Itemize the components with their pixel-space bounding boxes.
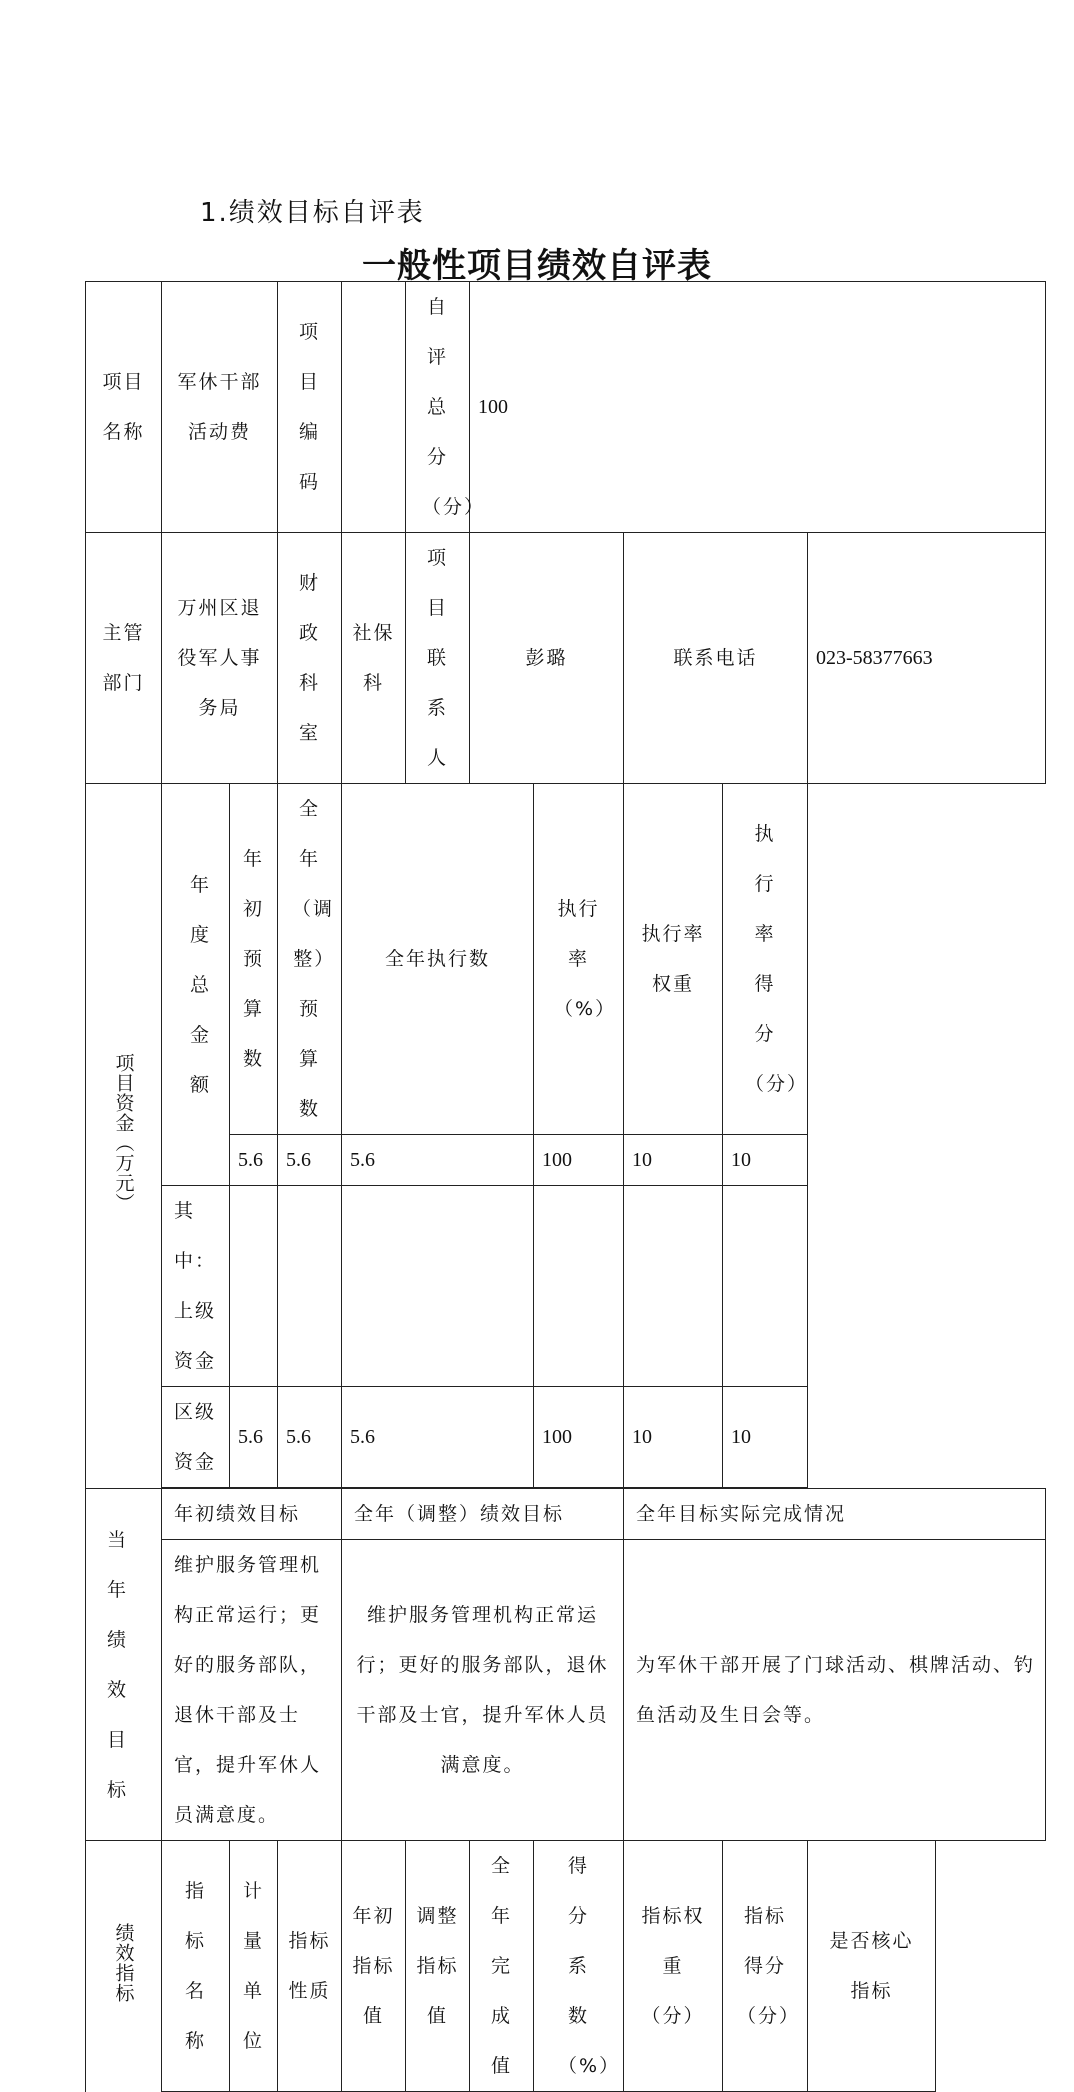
goals-header-row — [86, 1489, 1046, 1540]
project-code-value — [342, 282, 406, 533]
total-executed: 5.6 — [342, 1135, 534, 1186]
district-exec-score: 10 — [723, 1387, 808, 1488]
upper-adjusted-budget — [278, 1186, 342, 1387]
ind-header-unit: 计量单位 — [230, 1841, 278, 2092]
project-name-value: 军休干部活动费 — [162, 282, 278, 533]
ind-header-score-coefficient: 得分系数（%） — [534, 1841, 624, 2092]
department-row — [86, 533, 1046, 784]
project-name-label: 项目名称 — [86, 282, 162, 533]
project-info-row — [86, 282, 1046, 533]
upper-executed — [342, 1186, 534, 1387]
district-funds-label: 区级资金 — [162, 1387, 230, 1488]
goals-header-actual: 全年目标实际完成情况 — [624, 1489, 1046, 1540]
score-total-label: 自评总分（分） — [406, 282, 470, 533]
score-total-value: 100 — [470, 282, 1046, 533]
district-initial-budget: 5.6 — [230, 1387, 278, 1488]
total-exec-rate: 100 — [534, 1135, 624, 1186]
total-adjusted-budget: 5.6 — [278, 1135, 342, 1186]
upper-exec-weight — [624, 1186, 723, 1387]
phone-value: 023-58377663 — [808, 533, 1046, 784]
total-exec-weight: 10 — [624, 1135, 723, 1186]
section-heading: 1.绩效目标自评表 — [200, 198, 425, 228]
district-exec-rate: 100 — [534, 1387, 624, 1488]
ind-header-weight: 指标权重（分） — [624, 1841, 723, 2092]
ind-header-score: 指标得分（分） — [723, 1841, 808, 2092]
total-exec-score: 10 — [723, 1135, 808, 1186]
upper-exec-score — [723, 1186, 808, 1387]
ind-header-nature: 指标性质 — [278, 1841, 342, 2092]
goals-content-row — [86, 1540, 1046, 1841]
ind-header-name: 指标名称 — [162, 1841, 230, 2092]
indicators-header-row — [86, 1841, 1046, 2092]
goals-header-initial: 年初绩效目标 — [162, 1489, 342, 1540]
funds-header-adjusted-budget: 全年（调整）预算数 — [278, 784, 342, 1135]
goals-header-adjusted: 全年（调整）绩效目标 — [342, 1489, 624, 1540]
dept-value: 万州区退役军人事务局 — [162, 533, 278, 784]
funds-header-exec-rate: 执行率（%） — [534, 784, 624, 1135]
goals-actual-text: 为军休干部开展了门球活动、棋牌活动、钓鱼活动及生日会等。 — [624, 1540, 1046, 1841]
funds-header-executed: 全年执行数 — [342, 784, 534, 1135]
upper-initial-budget — [230, 1186, 278, 1387]
ind-header-core: 是否核心指标 — [808, 1841, 936, 2092]
goals-adjusted-text: 维护服务管理机构正常运行；更好的服务部队，退休干部及士官，提升军休人员满意度。 — [342, 1540, 624, 1841]
contact-label: 项目联系人 — [406, 533, 470, 784]
phone-label: 联系电话 — [624, 533, 808, 784]
funds-header-annual-total: 年度总金额 — [162, 784, 230, 1186]
goals-side-label: 当年绩效目标 — [86, 1489, 162, 1841]
finance-office-value: 社保科 — [342, 533, 406, 784]
indicators-side-label: 绩效指标 — [86, 1841, 162, 2092]
funds-total-row — [86, 1135, 1046, 1186]
funds-header-initial-budget: 年初预算数 — [230, 784, 278, 1135]
funds-header-exec-score: 执行率得分（分） — [723, 784, 808, 1135]
funds-header-exec-weight: 执行率权重 — [624, 784, 723, 1135]
district-executed: 5.6 — [342, 1387, 534, 1488]
goals-initial-text: 维护服务管理机构正常运行；更好的服务部队，退休干部及士官，提升军休人员满意度。 — [162, 1540, 342, 1841]
ind-header-initial-value: 年初指标值 — [342, 1841, 406, 2092]
total-initial-budget: 5.6 — [230, 1135, 278, 1186]
contact-value: 彭璐 — [470, 533, 624, 784]
project-code-label: 项目编码 — [278, 282, 342, 533]
ind-header-adjusted-value: 调整指标值 — [406, 1841, 470, 2092]
self-evaluation-table — [85, 281, 1046, 2092]
funds-side-label: 项目资金（万元） — [86, 784, 162, 1489]
funds-district-row — [86, 1387, 1046, 1488]
finance-office-label: 财政科室 — [278, 533, 342, 784]
funds-upper-row — [86, 1186, 1046, 1387]
page-title: 一般性项目绩效自评表 — [362, 246, 712, 286]
ind-header-completed-value: 全年完成值 — [470, 1841, 534, 2092]
funds-header-row — [86, 784, 1046, 1135]
dept-label: 主管部门 — [86, 533, 162, 784]
upper-funds-label: 其中：上级资金 — [162, 1186, 230, 1387]
district-exec-weight: 10 — [624, 1387, 723, 1488]
upper-exec-rate — [534, 1186, 624, 1387]
district-adjusted-budget: 5.6 — [278, 1387, 342, 1488]
